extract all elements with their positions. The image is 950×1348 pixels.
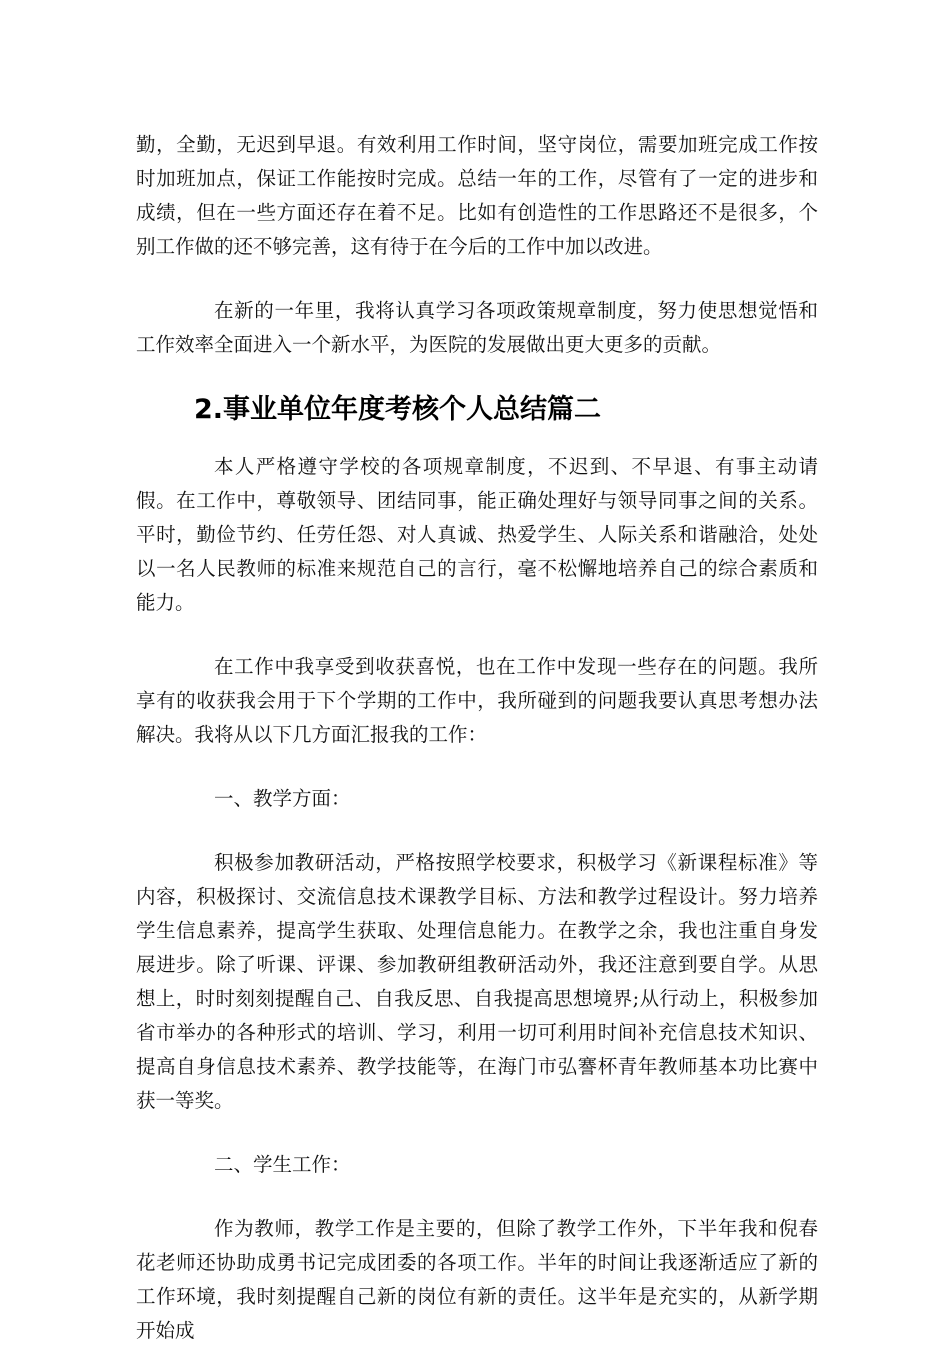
paragraph-discipline: 本人严格遵守学校的各项规章制度，不迟到、不早退、有事主动请假。在工作中，尊敬领导、团结同事，能正确处理好与领导同事之间的关系。平时，勤俭节约、任劳任怨、对人真诚、热爱学生、人际关系和谐融洽，处处以一名人民教师的标准来规范自己的言行，毫不松懈地培养自己的综合素质和能力。 [136, 455, 818, 614]
subsection-title-teaching: 一、教学方面： [214, 787, 351, 810]
paragraph-continuation: 勤，全勤，无迟到早退。有效利用工作时间，坚守岗位，需要加班完成工作按时加班加点，保证工作能按时完成。总结一年的工作，尽管有了一定的进步和成绩，但在一些方面还存在着不足。比如有创造性的工作思路还不是很多，个别工作做的还不够完善，这有待于在今后的工作中加以改进。 [136, 133, 818, 258]
paragraph-new-year: 在新的一年里，我将认真学习各项政策规章制度，努力使思想觉悟和工作效率全面进入一个新水平，为医院的发展做出更大更多的贡献。 [136, 299, 818, 356]
section-title: 2.事业单位年度考核个人总结篇二 [194, 394, 602, 425]
paragraph-teaching: 积极参加教研活动，严格按照学校要求，积极学习《新课程标准》等内容，积极探讨、交流信息技术课教学目标、方法和教学过程设计。努力培养学生信息素养，提高学生获取、处理信息能力。在教学之余，我也注重自身发展进步。除了听课、评课、参加教研组教研活动外，我还注意到要自学。从思想上，时时刻刻提醒自己、自我反思、自我提高思想境界;从行动上，积极参加省市举办的各种形式的培训、学习，利用一切可利用时间补充信息技术知识、提高自身信息技术素养、教学技能等，在海门市弘謇杯青年教师基本功比赛中获一等奖。 [136, 851, 818, 1112]
paragraph-report-intro: 在工作中我享受到收获喜悦，也在工作中发现一些存在的问题。我所享有的收获我会用于下个学期的工作中，我所碰到的问题我要认真思考想办法解决。我将从以下几方面汇报我的工作： [136, 655, 818, 746]
document-page [136, 128, 818, 1348]
subsection-title-student-work: 二、学生工作： [214, 1153, 351, 1176]
paragraph-student-work: 作为教师，教学工作是主要的，但除了教学工作外，下半年我和倪春花老师还协助成勇书记完成团委的各项工作。半年的时间让我逐渐适应了新的工作环境，我时刻提醒自己新的岗位有新的责任。这半年是充实的，从新学期开始成 [136, 1217, 818, 1342]
